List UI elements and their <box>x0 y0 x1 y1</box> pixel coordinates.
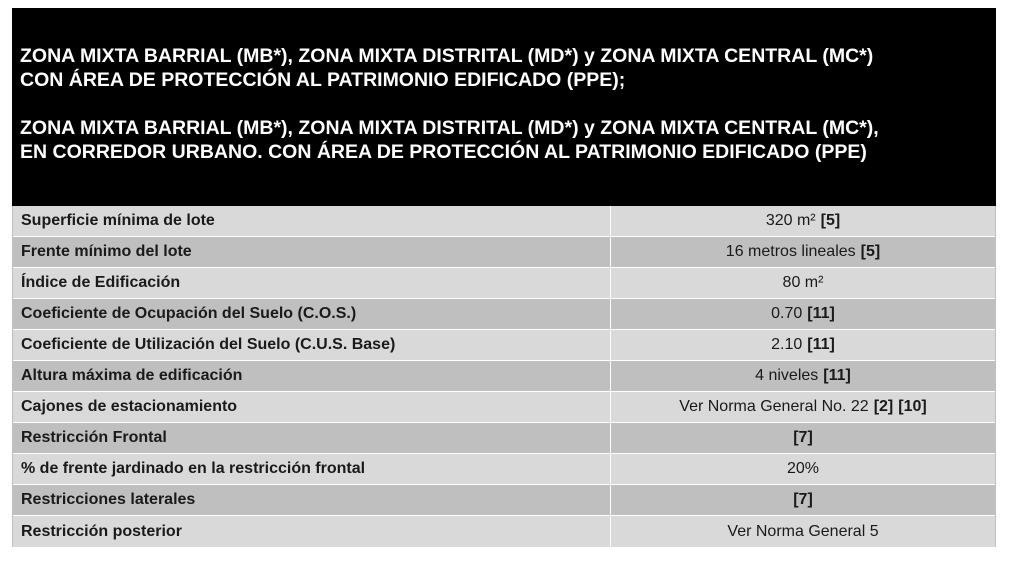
table-row <box>13 268 995 299</box>
reference-note: [11] <box>807 305 835 322</box>
header-line: CON ÁREA DE PROTECCIÓN AL PATRIMONIO EDIFICADO (PPE); <box>20 69 626 91</box>
header-line: EN CORREDOR URBANO. CON ÁREA DE PROTECCIÓN AL PATRIMONIO EDIFICADO (PPE) <box>20 141 867 163</box>
value-text: 16 metros lineales <box>725 243 856 260</box>
header-paragraph-2 <box>20 116 988 164</box>
row-value <box>611 268 995 298</box>
row-label: % de frente jardinado en la restricción frontal <box>13 454 611 484</box>
table-row <box>13 516 995 547</box>
reference-note: [7] <box>793 491 813 508</box>
value-text: Ver Norma General 5 <box>727 522 879 540</box>
table-row <box>13 361 995 392</box>
row-label: Restricción Frontal <box>13 423 611 453</box>
table-row <box>13 237 995 268</box>
row-value <box>611 454 995 484</box>
row-label: Altura máxima de edificación <box>13 361 611 391</box>
table-row <box>13 392 995 423</box>
value-text: 0.70 <box>771 305 803 322</box>
table-row <box>13 299 995 330</box>
table-row <box>13 423 995 454</box>
row-value <box>611 299 995 329</box>
row-value <box>611 206 995 236</box>
value-text: 4 niveles <box>755 367 819 384</box>
table-row <box>13 330 995 361</box>
reference-note: [7] <box>793 429 813 446</box>
row-label: Coeficiente de Utilización del Suelo (C.U.S. Base) <box>13 330 611 360</box>
row-label: Cajones de estacionamiento <box>13 392 611 422</box>
table-row <box>13 454 995 485</box>
row-value <box>611 237 995 267</box>
reference-note: [5] <box>820 212 841 229</box>
reference-note: [11] <box>807 336 835 353</box>
row-label: Frente mínimo del lote <box>13 237 611 267</box>
table-header <box>12 8 996 206</box>
value-text: 320 m² <box>765 212 816 229</box>
row-value <box>611 485 995 515</box>
value-text: 80 m² <box>782 274 824 291</box>
row-label: Restricción posterior <box>13 516 611 547</box>
row-label: Superficie mínima de lote <box>13 206 611 236</box>
table-body <box>12 206 996 547</box>
value-text: 20% <box>786 460 820 477</box>
row-label: Restricciones laterales <box>13 485 611 515</box>
reference-note: [2] <box>873 398 894 415</box>
row-value <box>611 516 995 547</box>
row-value <box>611 330 995 360</box>
header-line: ZONA MIXTA BARRIAL (MB*), ZONA MIXTA DISTRITAL (MD*) y ZONA MIXTA CENTRAL (MC*) <box>20 45 874 67</box>
value-text: Ver Norma General No. 22 <box>679 398 869 415</box>
header-paragraph-1 <box>20 44 988 92</box>
table-row <box>13 485 995 516</box>
zoning-table <box>12 8 996 547</box>
value-text: 2.10 <box>771 336 803 353</box>
row-label: Coeficiente de Ocupación del Suelo (C.O.S.) <box>13 299 611 329</box>
header-line: ZONA MIXTA BARRIAL (MB*), ZONA MIXTA DISTRITAL (MD*) y ZONA MIXTA CENTRAL (MC*), <box>20 117 879 139</box>
row-label: Índice de Edificación <box>13 268 611 298</box>
reference-note: [11] <box>823 367 851 384</box>
reference-note: [10] <box>898 398 927 415</box>
row-value <box>611 361 995 391</box>
row-value <box>611 392 995 422</box>
table-row <box>13 206 995 237</box>
row-value <box>611 423 995 453</box>
reference-note: [5] <box>860 243 881 260</box>
